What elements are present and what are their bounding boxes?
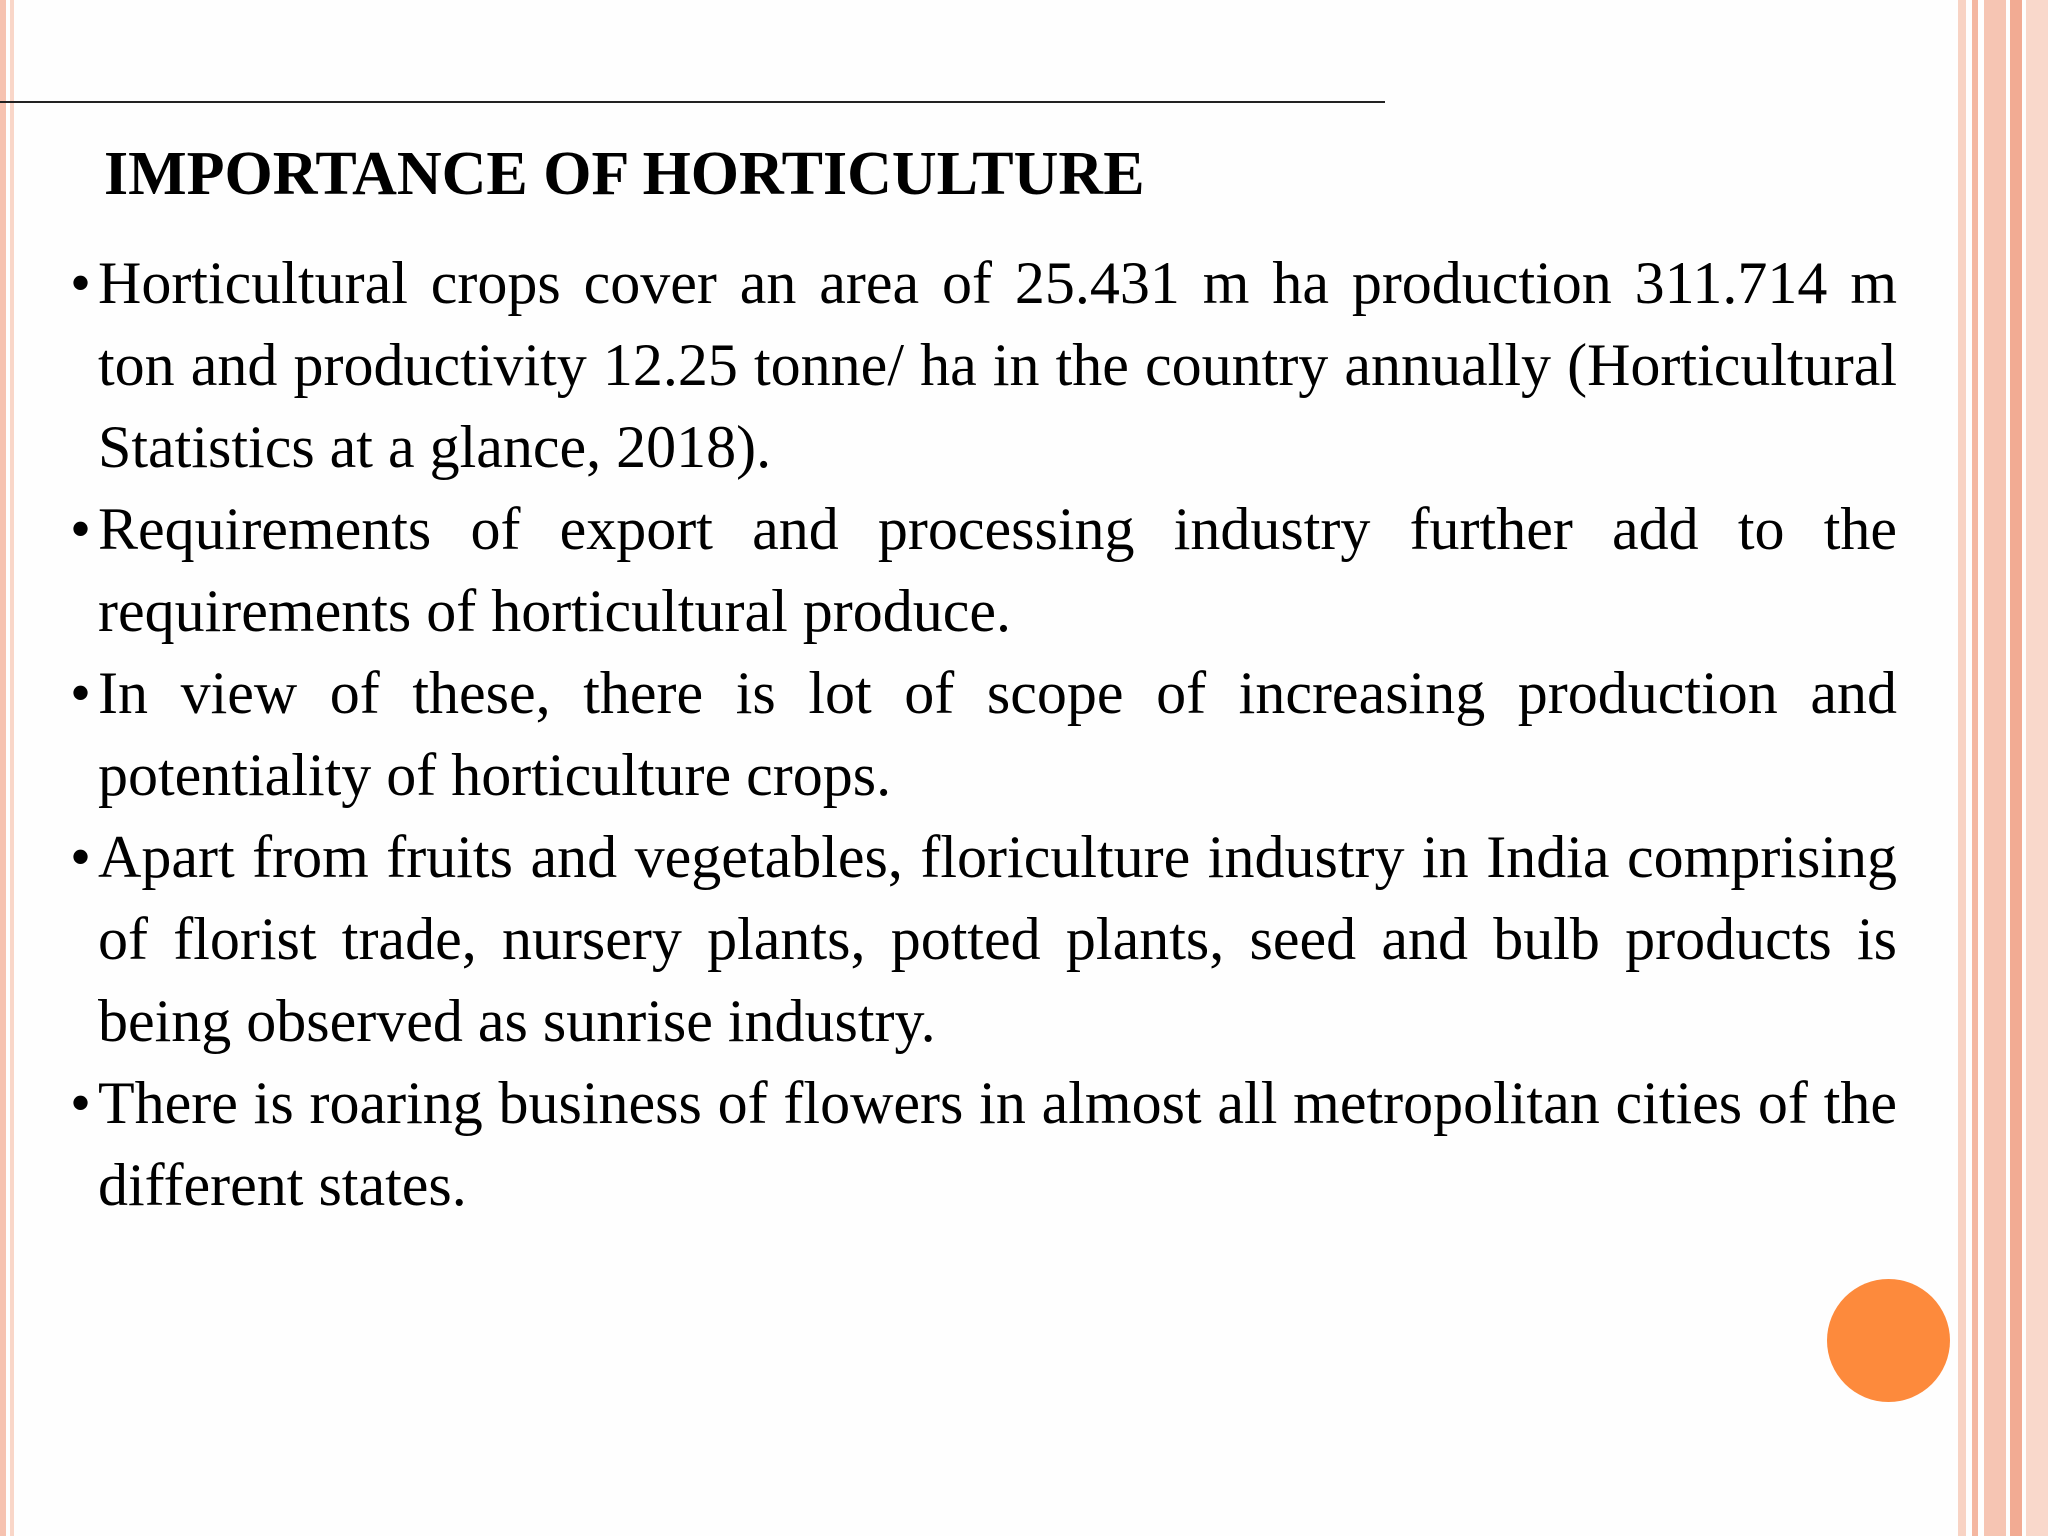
left-border-stripe [0,0,6,1536]
right-border-stripe [1972,0,1978,1536]
left-border-stripe-inner [10,0,14,1536]
bullet-text: Requirements of export and processing industry further add to the requirements of horticultural produce. [98,496,1897,644]
bullet-item [70,242,1897,488]
right-border-stripe [2010,0,2022,1536]
bullet-dot-icon: • [70,496,92,562]
bullet-dot-icon: • [70,250,92,316]
bullet-dot-icon: • [70,824,92,890]
decorative-circle [1827,1279,1950,1402]
bullet-text: In view of these, there is lot of scope of increasing production and potentiality of horticulture crops. [98,660,1897,808]
right-border-stripe [1984,0,2006,1536]
slide-title: IMPORTANCE OF HORTICULTURE [104,140,1145,208]
right-border-stripe [2026,0,2048,1536]
bullet-dot-icon: • [70,1070,92,1136]
bullet-text: Apart from fruits and vegetables, floriculture industry in India comprising of florist trade, nursery plants, potted plants, seed and bulb products is being observed as sunrise industry. [98,824,1897,1054]
bullet-text: There is roaring business of flowers in almost all metropolitan cities of the different states. [98,1070,1897,1218]
right-border-stripe [1958,0,1966,1536]
bullet-item [70,1062,1897,1226]
title-divider-line [0,101,1385,103]
bullet-dot-icon: • [70,660,92,726]
bullet-item [70,816,1897,1062]
bullet-list [70,242,1897,1226]
bullet-item [70,488,1897,652]
bullet-text: Horticultural crops cover an area of 25.431 m ha production 311.714 m ton and productivity 12.25 tonne/ ha in the country annually (Horticultural Statistics at a glance, 2018). [98,250,1897,480]
bullet-item [70,652,1897,816]
